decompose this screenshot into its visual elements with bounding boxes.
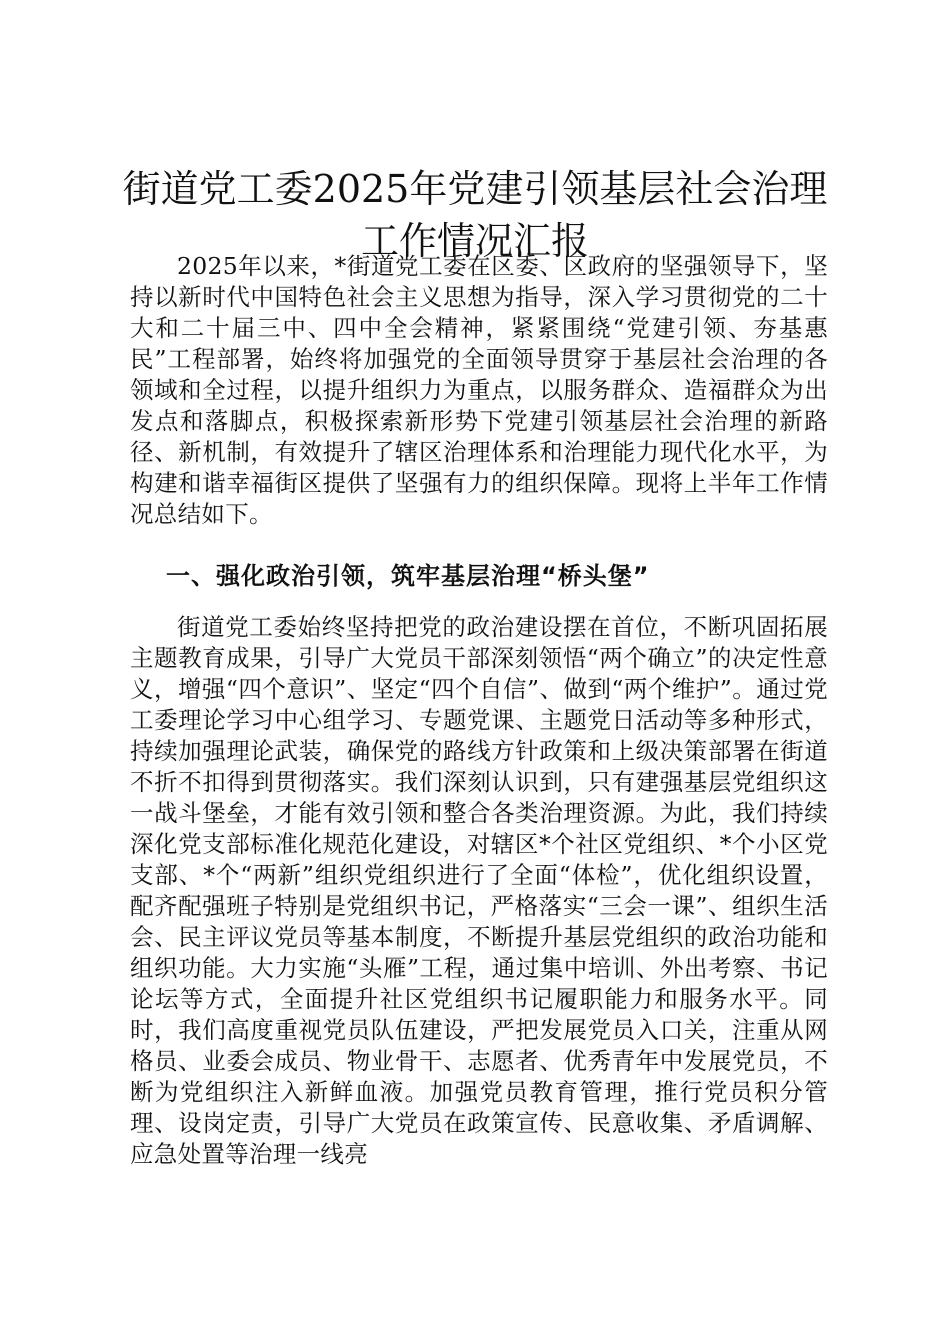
intro-paragraph: 2025年以来，*街道党工委在区委、区政府的坚强领导下，坚持以新时代中国特色社会主义思想为指导，深入学习贯彻党的二十大和二十届三中、四中全会精神，紧紧围绕“党建引领、夯基惠民”工程部署，始终将加强党的全面领导贯穿于基层社会治理的各领域和全过程，以提升组织力为重点，以服务群众、造福群众为出发点和落脚点，积极探索新形势下党建引领基层社会治理的新路径、新机制，有效提升了辖区治理体系和治理能力现代化水平，为构建和谐幸福街区提供了坚强有力的组织保障。现将上半年工作情况总结如下。 xyxy=(130,252,828,528)
section-1-paragraph: 街道党工委始终坚持把党的政治建设摆在首位，不断巩固拓展主题教育成果，引导广大党员干部深刻领悟“两个确立”的决定性意义，增强“四个意识”、坚定“四个自信”、做到“两个维护”。通过党工委理论学习中心组学习、专题党课、主题党日活动等多种形式，持续加强理论武装，确保党的路线方针政策和上级决策部署在街道不折不扣得到贯彻落实。我们深刻认识到，只有建强基层党组织这一战斗堡垒，才能有效引领和整合各类治理资源。为此，我们持续深化党支部标准化规范化建设，对辖区*个社区党组织、*个小区党支部、*个“两新”组织党组织进行了全面“体检”，优化组织设置，配齐配强班子特别是党组织书记，严格落实“三会一课”、组织生活会、民主评议党员等基本制度，不断提升基层党组织的政治功能和组织功能。大力实施“头雁”工程，通过集中培训、外出考察、书记论坛等方式，全面提升社区党组织书记履职能力和服务水平。同时，我们高度重视党员队伍建设，严把发展党员入口关，注重从网格员、业委会成员、物业骨干、志愿者、优秀青年中发展党员，不断为党组织注入新鲜血液。加强党员教育管理，推行党员积分管理、设岗定责，引导广大党员在政策宣传、民意收集、矛盾调解、应急处置等治理一线亮 xyxy=(130,613,828,1168)
section-1-heading: 一、强化政治引领，筑牢基层治理“桥头堡” xyxy=(166,562,650,590)
document-title: 街道党工委2025年党建引领基层社会治理工作情况汇报 xyxy=(122,167,828,263)
